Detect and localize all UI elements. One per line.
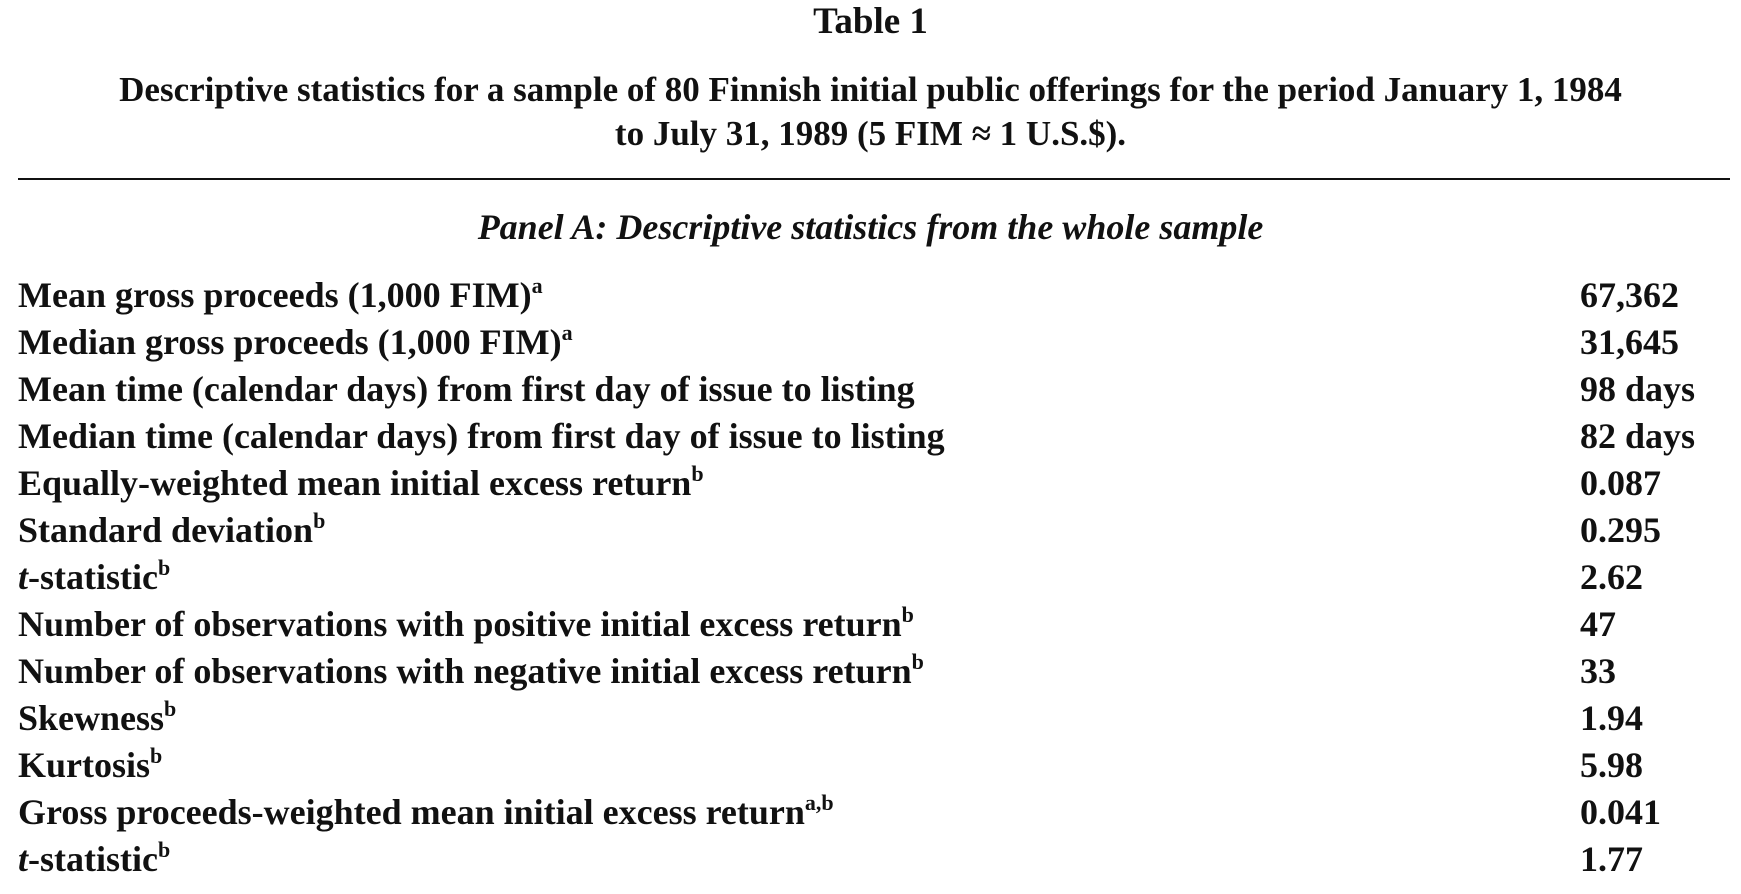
row-value: 1.77 [1580,839,1643,879]
footnote-marker: b [313,508,326,533]
table-row [18,789,1730,836]
row-value: 1.94 [1580,698,1643,738]
row-value: 98 days [1580,369,1696,409]
row-label-text: Number of observations with positive initial excess return [18,604,902,644]
table-title: Table 1 [813,1,928,42]
table-row [18,460,1730,507]
row-label [18,319,573,366]
table-row [18,648,1730,695]
footnote-marker: b [164,696,177,721]
row-label-text: Skewness [18,698,165,738]
footnote-marker: a [561,320,573,345]
statistics-table [18,272,1730,883]
row-value: 82 days [1580,416,1696,456]
row-value: 47 [1580,604,1616,644]
row-label-text: Median time (calendar days) from first day of issue to listing [18,416,945,456]
table-row [18,366,1730,413]
footnote-marker: a [531,273,543,298]
row-value: 31,645 [1580,322,1679,362]
footnote-marker: a,b [804,790,834,815]
row-label-text: Gross proceeds-weighted mean initial excess return [18,792,805,832]
row-label [18,366,915,413]
footnote-marker: b [157,837,171,862]
row-label-text: Number of observations with negative initial excess return [18,651,912,691]
table-row [18,507,1730,554]
row-label-italic: t [18,557,29,597]
row-label [18,789,834,836]
row-label [18,554,170,601]
row-label-text: Standard deviation [18,510,314,550]
table-row [18,554,1730,601]
row-label-text: -statistic [28,839,158,879]
row-label-text: Mean time (calendar days) from first day of issue to listing [18,369,915,409]
row-value: 0.087 [1580,463,1661,503]
row-value: 0.041 [1580,792,1661,832]
table-row [18,272,1730,319]
row-label [18,413,945,460]
footnote-marker: b [691,461,704,486]
footnote-marker: b [150,743,163,768]
row-label-text: -statistic [28,557,158,597]
row-label [18,836,170,883]
row-label [18,460,704,507]
table-row [18,742,1730,789]
row-label-text: Mean gross proceeds (1,000 FIM) [18,275,532,315]
horizontal-rule [18,178,1730,180]
caption-line-1: Descriptive statistics for a sample of 80 Finnish initial public offerings for the period January 1, 1984 [119,70,1622,109]
row-value: 5.98 [1580,745,1643,785]
caption-line-2: to July 31, 1989 (5 FIM ≈ 1 U.S.$). [614,114,1127,153]
row-label-italic: t [18,839,29,879]
table-caption [0,68,1741,156]
row-value: 67,362 [1580,275,1679,315]
row-value: 2.62 [1580,557,1643,597]
table-row [18,601,1730,648]
row-label-text: Equally-weighted mean initial excess return [18,463,692,503]
row-value: 33 [1580,651,1616,691]
row-label-text: Kurtosis [18,745,151,785]
row-label-text: Median gross proceeds (1,000 FIM) [18,322,562,362]
row-label [18,601,914,648]
table-row [18,413,1730,460]
row-label [18,742,162,789]
row-value: 0.295 [1580,510,1661,550]
row-label [18,272,543,319]
footnote-marker: b [901,602,914,627]
table-row [18,319,1730,366]
row-label [18,695,176,742]
footnote-marker: b [157,555,171,580]
row-label [18,648,924,695]
table-row [18,836,1730,883]
footnote-marker: b [911,649,924,674]
panel-title: Panel A: Descriptive statistics from the whole sample [477,207,1264,247]
table-row [18,695,1730,742]
row-label [18,507,325,554]
